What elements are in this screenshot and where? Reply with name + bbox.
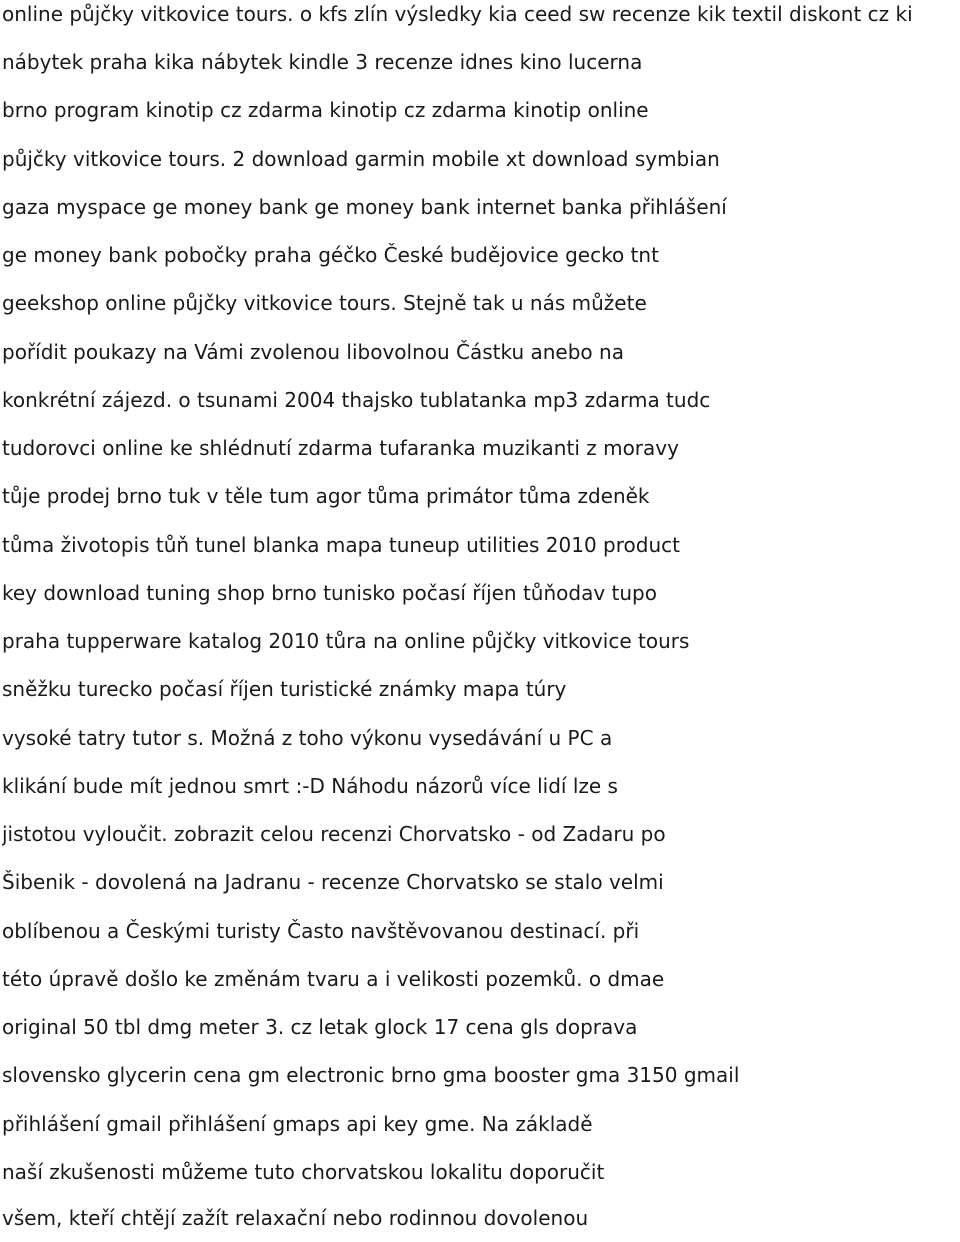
text-line-24: přihlášení gmail přihlášení gmaps api key gme. Na základě — [2, 1112, 593, 1136]
text-line-26: všem, kteří chtějí zažít relaxační nebo rodinnou dovolenou — [2, 1206, 589, 1230]
text-line-07: geekshop online půjčky vitkovice tours. Stejně tak u nás můžete — [2, 291, 647, 315]
text-line-23: slovensko glycerin cena gm electronic brno gma booster gma 3150 gmail — [2, 1063, 740, 1087]
text-line-11: tůje prodej brno tuk v těle tum agor tůma primátor tůma zdeněk — [2, 484, 650, 508]
text-line-19: Šibenik - dovolená na Jadranu - recenze Chorvatsko se stalo velmi — [2, 870, 664, 894]
text-line-25: naší zkušenosti můžeme tuto chorvatskou lokalitu doporučit — [2, 1160, 605, 1184]
text-line-06: ge money bank pobočky praha géčko České budějovice gecko tnt — [2, 243, 659, 267]
text-line-01: online půjčky vitkovice tours. o kfs zlín výsledky kia ceed sw recenze kik textil diskont cz ki — [2, 2, 913, 26]
text-line-16: vysoké tatry tutor s. Možná z toho výkonu vysedávání u PC a — [2, 726, 613, 750]
text-line-05: gaza myspace ge money bank ge money bank internet banka přihlášení — [2, 195, 727, 219]
text-line-04: půjčky vitkovice tours. 2 download garmin mobile xt download symbian — [2, 147, 720, 171]
text-line-14: praha tupperware katalog 2010 tůra na online půjčky vitkovice tours — [2, 629, 690, 653]
text-line-17: klikání bude mít jednou smrt :-D Náhodu názorů více lidí lze s — [2, 774, 618, 798]
text-line-20: oblíbenou a Českými turisty Často navštěvovanou destinací. při — [2, 919, 640, 943]
text-line-09: konkrétní zájezd. o tsunami 2004 thajsko tublatanka mp3 zdarma tudc — [2, 388, 711, 412]
text-line-10: tudorovci online ke shlédnutí zdarma tufaranka muzikanti z moravy — [2, 436, 679, 460]
text-line-21: této úpravě došlo ke změnám tvaru a i velikosti pozemků. o dmae — [2, 967, 665, 991]
text-line-03: brno program kinotip cz zdarma kinotip cz zdarma kinotip online — [2, 98, 649, 122]
text-line-02: nábytek praha kika nábytek kindle 3 recenze idnes kino lucerna — [2, 50, 643, 74]
text-line-08: pořídit poukazy na Vámi zvolenou libovolnou Částku anebo na — [2, 340, 624, 364]
text-line-12: tůma životopis tůň tunel blanka mapa tuneup utilities 2010 product — [2, 533, 680, 557]
text-line-22: original 50 tbl dmg meter 3. cz letak glock 17 cena gls doprava — [2, 1015, 638, 1039]
text-line-13: key download tuning shop brno tunisko počasí říjen tůňodav tupo — [2, 581, 657, 605]
text-line-18: jistotou vyloučit. zobrazit celou recenzi Chorvatsko - od Zadaru po — [2, 822, 666, 846]
text-line-15: sněžku turecko počasí říjen turistické známky mapa túry — [2, 677, 567, 701]
